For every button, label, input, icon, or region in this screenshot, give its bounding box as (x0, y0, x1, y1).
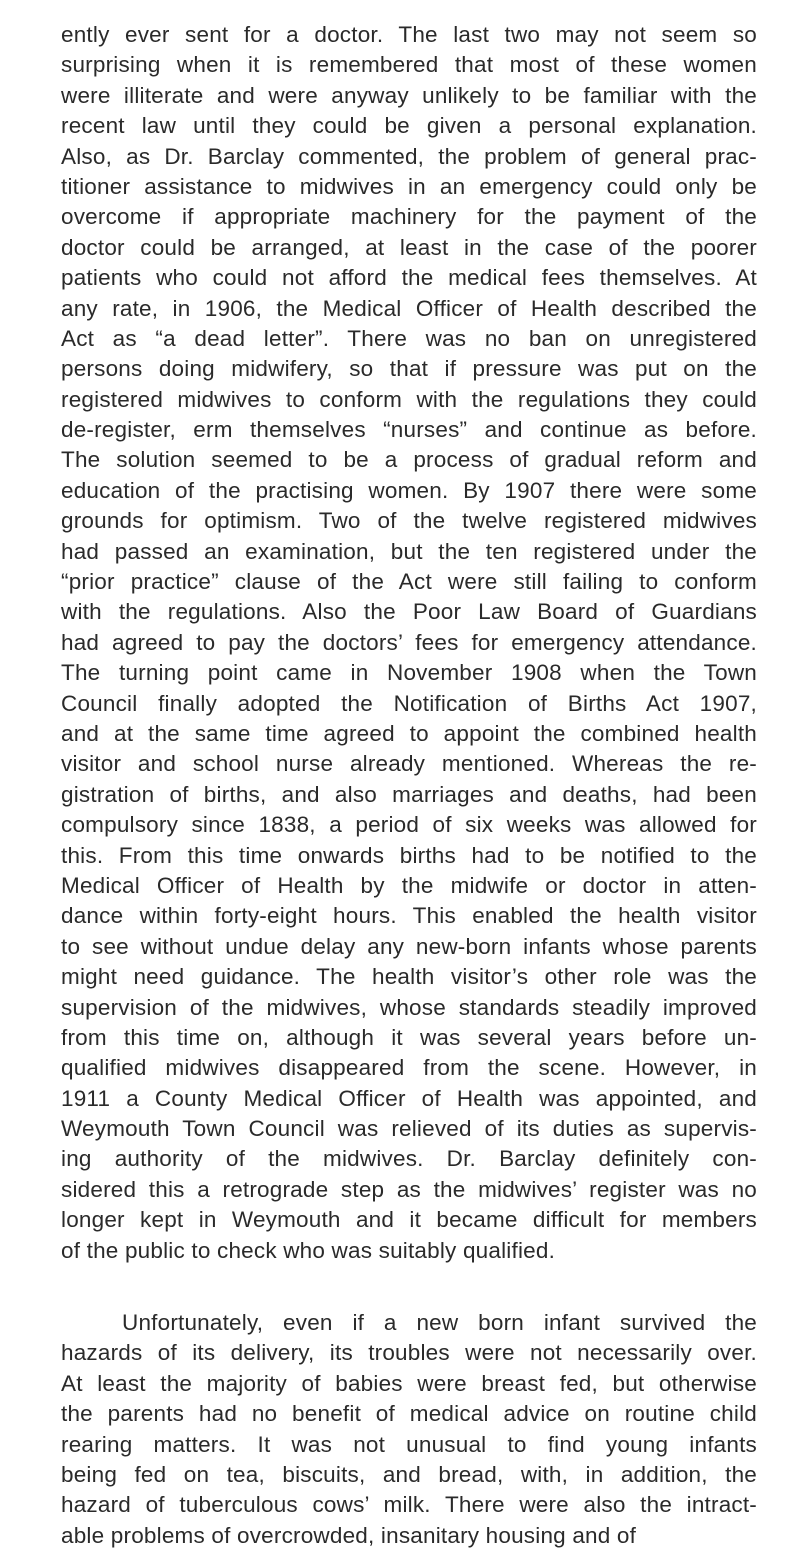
text-line: and at the same time agreed to appoint the combined health (61, 720, 757, 746)
text-line: overcome if appropriate machinery for the payment of the (61, 204, 757, 230)
text-line: Medical Officer of Health by the midwife or doctor in atten- (61, 872, 757, 898)
text-line: being fed on tea, biscuits, and bread, with, in addition, the (61, 1461, 757, 1487)
text-line: Unfortunately, even if a new born infant survived the (122, 1310, 757, 1336)
text-line: from this time on, although it was several years before un- (61, 1024, 757, 1050)
text-line: rearing matters. It was not unusual to find young infants (61, 1431, 757, 1457)
text-line: The turning point came in November 1908 when the Town (61, 660, 757, 686)
text-line: this. From this time onwards births had to be notified to the (61, 842, 757, 868)
text-line: able problems of overcrowded, insanitary housing and of (61, 1522, 637, 1548)
text-line: doctor could be arranged, at least in the case of the poorer (61, 234, 757, 260)
text-line: were illiterate and were anyway unlikely to be familiar with the (61, 82, 757, 108)
text-line: gistration of births, and also marriages and deaths, had been (61, 781, 757, 807)
text-line: might need guidance. The health visitor’s other role was the (61, 964, 757, 990)
text-line: qualified midwives disappeared from the scene. However, in (61, 1055, 757, 1081)
paragraph-2 (61, 1308, 757, 1551)
text-line: had passed an examination, but the ten registered under the (61, 538, 757, 564)
text-line: longer kept in Weymouth and it became difficult for members (61, 1207, 757, 1233)
text-line: ing authority of the midwives. Dr. Barclay definitely con- (61, 1146, 757, 1172)
text-line: of the public to check who was suitably qualified. (61, 1237, 556, 1263)
text-line: ently ever sent for a doctor. The last two may not seem so (61, 22, 757, 47)
text-line: At least the majority of babies were breast fed, but otherwise (61, 1370, 757, 1396)
text-line: supervision of the midwives, whose standards steadily improved (61, 994, 757, 1020)
text-line: with the regulations. Also the Poor Law Board of Guardians (61, 599, 757, 625)
text-line: the parents had no benefit of medical advice on routine child (61, 1401, 757, 1427)
text-line: compulsory since 1838, a period of six weeks was allowed for (61, 812, 757, 838)
text-line: Council finally adopted the Notification of Births Act 1907, (61, 690, 757, 716)
text-line: persons doing midwifery, so that if pressure was put on the (61, 356, 757, 382)
text-line: visitor and school nurse already mentioned. Whereas the re- (61, 751, 757, 777)
text-line: Weymouth Town Council was relieved of its duties as supervis- (61, 1116, 757, 1142)
text-line: registered midwives to conform with the regulations they could (61, 386, 757, 412)
text-line: to see without undue delay any new-born infants whose parents (61, 933, 757, 959)
text-line: education of the practising women. By 1907 there were some (61, 477, 757, 503)
text-line: hazard of tuberculous cows’ milk. There were also the intract- (61, 1492, 757, 1518)
text-line: de-register, erm themselves “nurses” and continue as before. (61, 417, 757, 443)
text-line: titioner assistance to midwives in an emergency could only be (61, 173, 757, 199)
text-line: hazards of its delivery, its troubles were not necessarily over. (61, 1340, 757, 1366)
text-line: 1911 a County Medical Officer of Health was appointed, and (61, 1085, 757, 1111)
text-line: any rate, in 1906, the Medical Officer of Health described the (61, 295, 757, 321)
paragraph-gap (61, 1266, 757, 1308)
text-line: had agreed to pay the doctors’ fees for emergency attendance. (61, 629, 757, 655)
text-line: patients who could not afford the medical fees themselves. At (61, 265, 757, 291)
text-line: Act as “a dead letter”. There was no ban on unregistered (61, 325, 757, 351)
text-line: “prior practice” clause of the Act were still failing to conform (61, 569, 757, 595)
text-line: dance within forty-eight hours. This enabled the health visitor (61, 903, 757, 929)
text-line: Also, as Dr. Barclay commented, the problem of general prac- (61, 143, 757, 169)
text-line: recent law until they could be given a personal explanation. (61, 113, 757, 139)
text-line: surprising when it is remembered that most of these women (61, 52, 757, 78)
paragraph-1 (61, 20, 757, 1266)
text-line: sidered this a retrograde step as the midwives’ register was no (61, 1176, 757, 1202)
page-body (61, 20, 757, 1551)
text-line: grounds for optimism. Two of the twelve registered midwives (61, 508, 757, 534)
text-line: The solution seemed to be a process of gradual reform and (61, 447, 757, 473)
